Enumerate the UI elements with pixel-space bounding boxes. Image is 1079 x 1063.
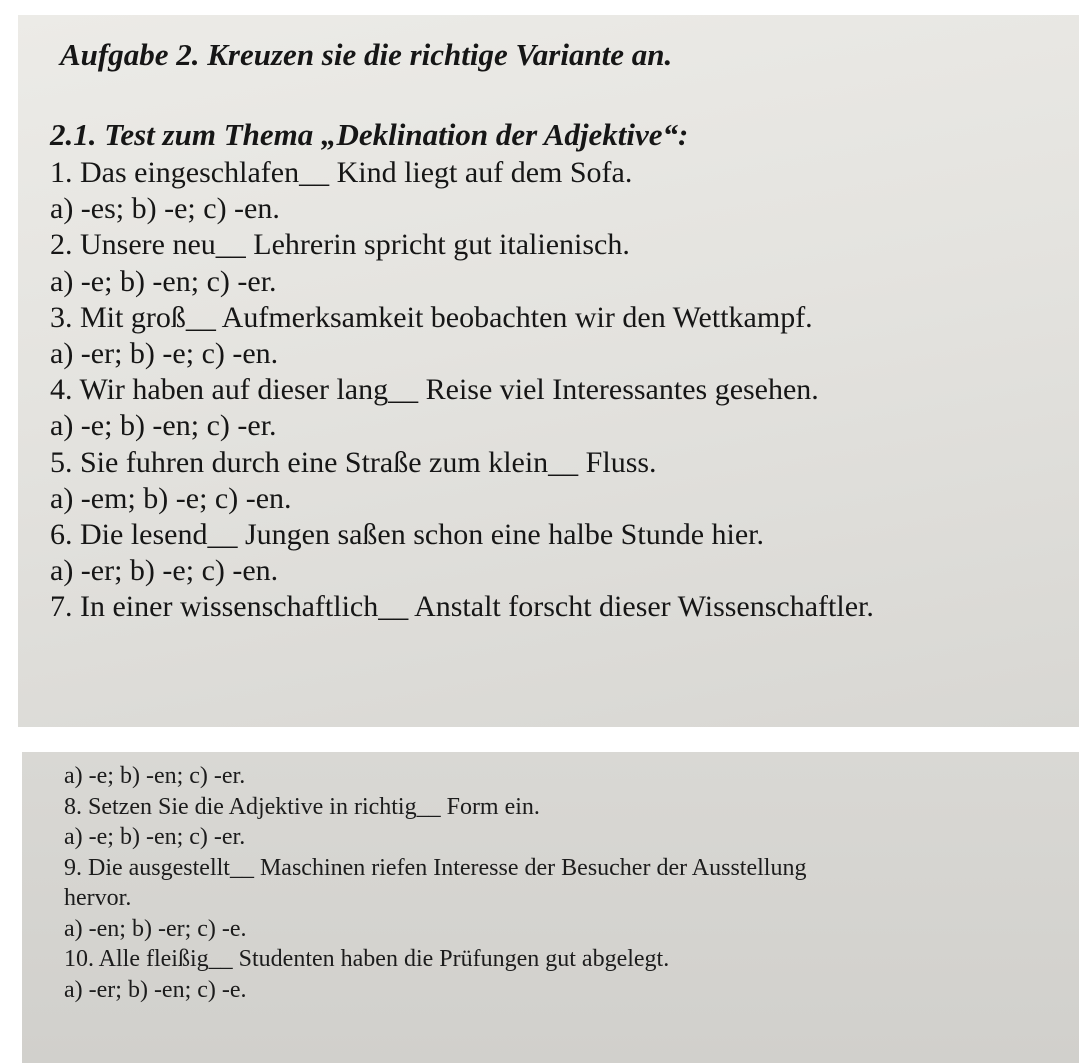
options-2: a) -e; b) -en; c) -er. xyxy=(50,264,277,298)
question-10: 10. Alle fleißig__ Studenten haben die Prüfungen gut abgelegt. xyxy=(64,946,670,972)
options-5: a) -em; b) -e; c) -en. xyxy=(50,481,292,515)
question-9-continued: hervor. xyxy=(64,885,132,911)
question-6: 6. Die lesend__ Jungen saßen schon eine halbe Stunde hier. xyxy=(50,518,764,552)
worksheet-photo-bottom xyxy=(22,752,1079,1063)
section-heading: 2.1. Test zum Thema „Deklination der Adjektive“: xyxy=(50,117,689,152)
options-4: a) -e; b) -en; c) -er. xyxy=(50,409,277,443)
options-6: a) -er; b) -e; c) -en. xyxy=(50,554,279,588)
question-8: 8. Setzen Sie die Adjektive in richtig__ Form ein. xyxy=(64,793,540,820)
question-1: 1. Das eingeschlafen__ Kind liegt auf dem Sofa. xyxy=(50,156,633,189)
options-7: a) -e; b) -en; c) -er. xyxy=(64,763,246,789)
question-3: 3. Mit groß__ Aufmerksamkeit beobachten wir den Wettkampf. xyxy=(50,300,813,334)
options-3: a) -er; b) -e; c) -en. xyxy=(50,337,279,371)
question-9: 9. Die ausgestellt__ Maschinen riefen Interesse der Besucher der Ausstellung xyxy=(64,854,807,881)
question-5: 5. Sie fuhren durch eine Straße zum klein__ Fluss. xyxy=(50,445,657,479)
options-8: a) -e; b) -en; c) -er. xyxy=(64,824,246,850)
question-4: 4. Wir haben auf dieser lang__ Reise viel Interessantes gesehen. xyxy=(50,373,819,407)
options-10: a) -er; b) -en; c) -e. xyxy=(64,976,247,1003)
question-7: 7. In einer wissenschaftlich__ Anstalt forscht dieser Wissenschaftler. xyxy=(50,590,874,624)
worksheet-photo-top xyxy=(18,15,1079,727)
options-1: a) -es; b) -e; c) -en. xyxy=(50,192,280,226)
question-2: 2. Unsere neu__ Lehrerin spricht gut italienisch. xyxy=(50,228,630,262)
options-9: a) -en; b) -er; c) -e. xyxy=(64,915,247,942)
task-heading: Aufgabe 2. Kreuzen sie die richtige Variante an. xyxy=(60,37,673,72)
